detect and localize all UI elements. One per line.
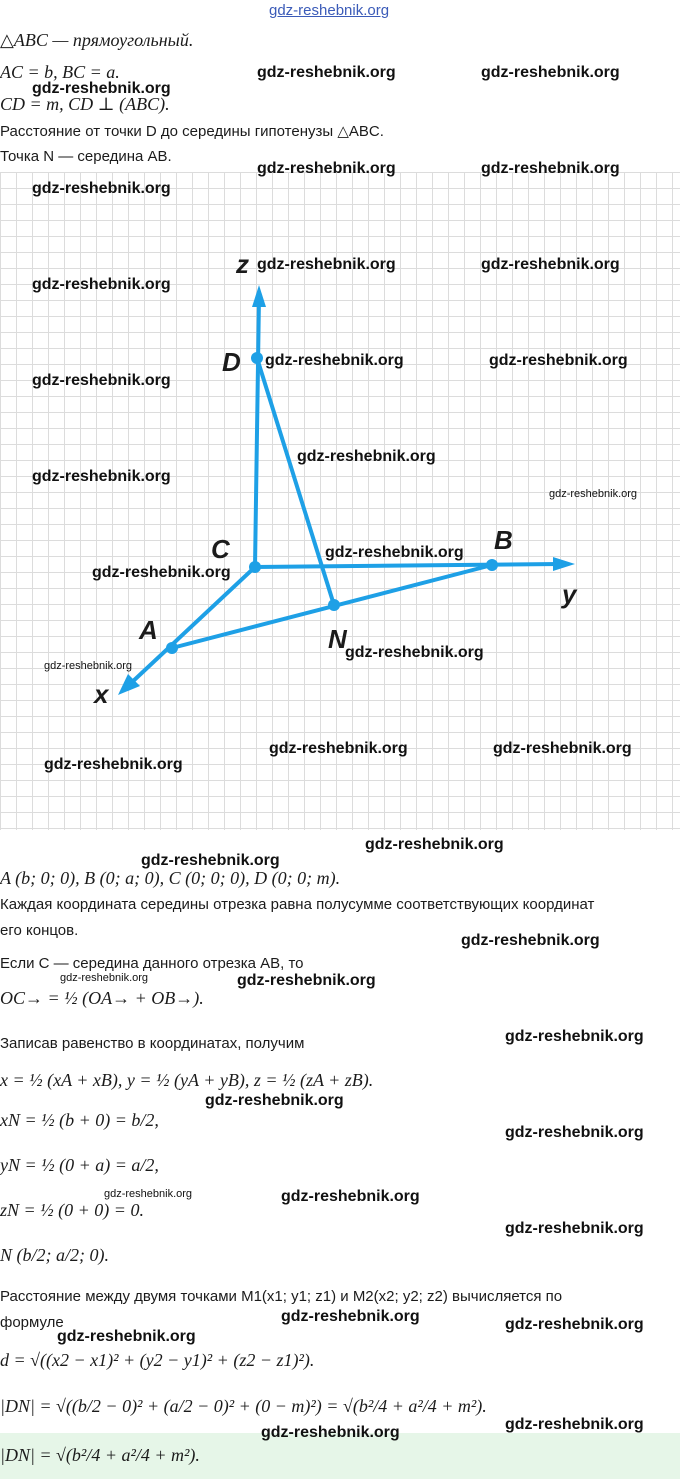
- if-midpoint-line: Если C — середина данного отрезка AB, то: [0, 955, 304, 972]
- yn-calc: yN = ½ (0 + a) = a/2,: [0, 1155, 159, 1175]
- z-axis-arrowhead: [252, 285, 266, 307]
- watermark: gdz-reshebnik.org: [44, 756, 183, 773]
- watermark: gdz-reshebnik.org: [44, 660, 133, 672]
- find-statement: Расстояние от точки D до середины гипотенузы △ABC.: [0, 123, 384, 140]
- given-sides: AC = b, BC = a.: [0, 62, 120, 82]
- point-a: [166, 642, 178, 654]
- watermark: gdz-reshebnik.org: [237, 972, 376, 989]
- rule-line-2: его концов.: [0, 922, 79, 939]
- label-a: A: [139, 615, 158, 645]
- xn-calc: xN = ½ (b + 0) = b/2,: [0, 1110, 159, 1130]
- label-d: D: [222, 347, 241, 377]
- watermark: gdz-reshebnik.org: [257, 64, 396, 81]
- distance-rule-line-2: формуле: [0, 1314, 64, 1331]
- watermark: gdz-reshebnik.org: [325, 544, 464, 561]
- watermark: gdz-reshebnik.org: [505, 1028, 644, 1045]
- rule-line-1: Каждая координата середины отрезка равна полусумме соответствующих координат: [0, 896, 595, 913]
- point-n: [328, 599, 340, 611]
- given-cd: CD = m, CD ⊥ (ABC).: [0, 94, 170, 114]
- label-z: z: [236, 249, 249, 279]
- y-axis-line: [255, 564, 560, 567]
- watermark: gdz-reshebnik.org: [481, 256, 620, 273]
- watermark: gdz-reshebnik.org: [57, 1328, 196, 1345]
- header-watermark-link[interactable]: gdz-reshebnik.org: [269, 2, 390, 19]
- watermark: gdz-reshebnik.org: [297, 448, 436, 465]
- midpoint-formulas: x = ½ (xA + xB), y = ½ (yA + yB), z = ½ (zA + zB).: [0, 1070, 374, 1090]
- label-x: x: [94, 679, 109, 709]
- watermark: gdz-reshebnik.org: [261, 1424, 400, 1441]
- watermark: gdz-reshebnik.org: [281, 1188, 420, 1205]
- watermark: gdz-reshebnik.org: [481, 160, 620, 177]
- watermark: gdz-reshebnik.org: [32, 80, 171, 97]
- coordinates-line: A (b; 0; 0), B (0; a; 0), C (0; 0; 0), D (0; 0; m).: [0, 868, 341, 888]
- watermark: gdz-reshebnik.org: [269, 740, 408, 757]
- watermark: gdz-reshebnik.org: [505, 1220, 644, 1237]
- distance-rule-line-1: Расстояние между двумя точками M1(x1; y1; z1) и M2(x2; y2; z2) вычисляется по: [0, 1288, 563, 1305]
- given-triangle: △ABC — прямоугольный.: [0, 30, 194, 50]
- midpoint-statement: Точка N — середина AB.: [0, 148, 172, 165]
- label-y: y: [562, 579, 577, 609]
- watermark: gdz-reshebnik.org: [265, 352, 404, 369]
- watermark: gdz-reshebnik.org: [549, 488, 638, 500]
- point-d: [251, 352, 263, 364]
- in-coordinates-line: Записав равенство в координатах, получим: [0, 1035, 305, 1052]
- watermark: gdz-reshebnik.org: [141, 852, 280, 869]
- watermark: gdz-reshebnik.org: [92, 564, 231, 581]
- n-point: N (b/2; a/2; 0).: [0, 1245, 109, 1265]
- watermark: gdz-reshebnik.org: [345, 644, 484, 661]
- zn-calc: zN = ½ (0 + 0) = 0.: [0, 1200, 144, 1220]
- watermark: gdz-reshebnik.org: [32, 180, 171, 197]
- watermark: gdz-reshebnik.org: [493, 740, 632, 757]
- watermark: gdz-reshebnik.org: [481, 64, 620, 81]
- answer-formula: |DN| = √(b²/4 + a²/4 + m²).: [0, 1445, 200, 1465]
- label-c: C: [211, 534, 230, 564]
- watermark: gdz-reshebnik.org: [205, 1092, 344, 1109]
- watermark: gdz-reshebnik.org: [60, 972, 149, 984]
- dn-calculation: |DN| = √((b/2 − 0)² + (a/2 − 0)² + (0 − m)²) = √(b²/4 + a²/4 + m²).: [0, 1396, 487, 1416]
- watermark: gdz-reshebnik.org: [257, 160, 396, 177]
- watermark: gdz-reshebnik.org: [32, 372, 171, 389]
- label-b: B: [494, 525, 513, 555]
- point-c: [249, 561, 261, 573]
- point-b: [486, 559, 498, 571]
- watermark: gdz-reshebnik.org: [505, 1316, 644, 1333]
- watermark: gdz-reshebnik.org: [257, 256, 396, 273]
- z-axis-line: [255, 297, 259, 567]
- watermark: gdz-reshebnik.org: [461, 932, 600, 949]
- watermark: gdz-reshebnik.org: [32, 468, 171, 485]
- watermark: gdz-reshebnik.org: [505, 1416, 644, 1433]
- watermark: gdz-reshebnik.org: [505, 1124, 644, 1141]
- watermark: gdz-reshebnik.org: [489, 352, 628, 369]
- y-axis-arrowhead: [553, 557, 575, 571]
- distance-formula: d = √((x2 − x1)² + (y2 − y1)² + (z2 − z1)²).: [0, 1350, 315, 1370]
- label-n: N: [328, 624, 347, 654]
- watermark: gdz-reshebnik.org: [281, 1308, 420, 1325]
- vector-formula: OC→ = ½ (OA→ + OB→).: [0, 988, 204, 1008]
- watermark: gdz-reshebnik.org: [365, 836, 504, 853]
- watermark: gdz-reshebnik.org: [104, 1188, 193, 1200]
- watermark: gdz-reshebnik.org: [32, 276, 171, 293]
